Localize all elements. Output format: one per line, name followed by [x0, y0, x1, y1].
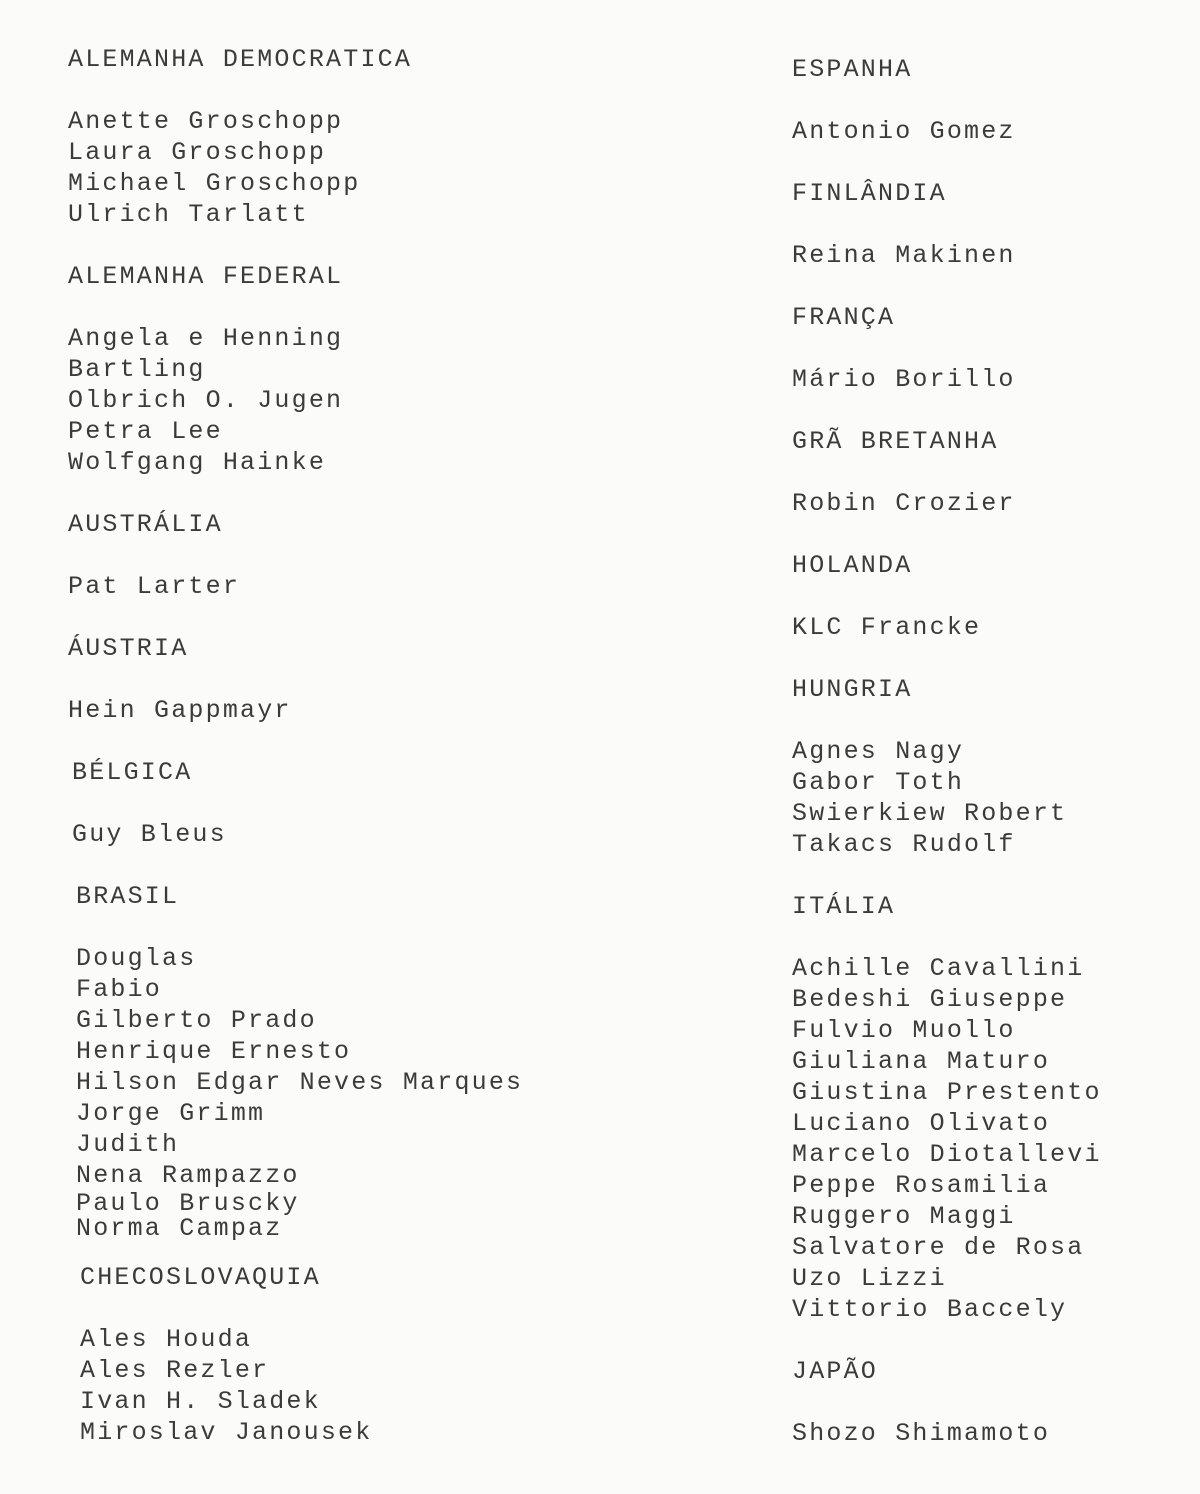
name-list: [792, 488, 1162, 519]
country-section: [68, 633, 628, 726]
participant-name: Salvatore de Rosa: [792, 1233, 1085, 1262]
country-section: [792, 1356, 1162, 1449]
participant-name: Guy Bleus: [72, 820, 227, 849]
participant-name: Giustina Prestento: [792, 1078, 1102, 1107]
name-list: [792, 116, 1162, 147]
participant-name: Fulvio Muollo: [792, 1016, 1016, 1045]
left-column: [68, 0, 628, 1479]
name-list: [68, 106, 628, 230]
participant-name: Antonio Gomez: [792, 117, 1016, 146]
participant-name: Henrique Ernesto: [76, 1037, 352, 1066]
name-list: [72, 819, 628, 850]
country-heading: JAPÃO: [792, 1357, 879, 1386]
country-section: [792, 178, 1162, 271]
participant-name: Hein Gappmayr: [68, 696, 292, 725]
name-list: [68, 695, 628, 726]
name-list: [792, 736, 1162, 860]
name-list: [68, 323, 628, 478]
country-section: [68, 44, 628, 230]
participant-name: Ales Rezler: [80, 1356, 270, 1385]
participant-name: Wolfgang Hainke: [68, 448, 327, 477]
country-heading: CHECOSLOVAQUIA: [80, 1263, 321, 1292]
right-column: [792, 0, 1162, 1480]
country-section: [68, 757, 628, 850]
participant-name: Vittorio Baccely: [792, 1295, 1068, 1324]
participant-name: Marcelo Diotallevi: [792, 1140, 1102, 1169]
participant-name: Miroslav Janousek: [80, 1418, 373, 1447]
country-heading: ITÁLIA: [792, 892, 896, 921]
participant-name: Luciano Olivato: [792, 1109, 1051, 1138]
participant-name: Michael Groschopp: [68, 169, 361, 198]
participant-name: Uzo Lizzi: [792, 1264, 947, 1293]
participant-name: Swierkiew Robert: [792, 799, 1068, 828]
participant-name: Petra Lee: [68, 417, 223, 446]
participant-name: Douglas: [76, 944, 197, 973]
name-list: [68, 571, 628, 602]
name-list: [792, 953, 1162, 1325]
country-heading: AUSTRÁLIA: [68, 510, 223, 539]
participant-name: Bedeshi Giuseppe: [792, 985, 1068, 1014]
country-heading: GRÃ BRETANHA: [792, 427, 999, 456]
participant-name: Ivan H. Sladek: [80, 1387, 321, 1416]
country-section: [792, 426, 1162, 519]
country-heading: BÉLGICA: [72, 758, 193, 787]
country-heading: ALEMANHA FEDERAL: [68, 262, 344, 291]
name-list: [792, 1418, 1162, 1449]
country-heading: FRANÇA: [792, 303, 896, 332]
country-section: [68, 261, 628, 478]
country-section: [792, 54, 1162, 147]
participant-name: Peppe Rosamilia: [792, 1171, 1051, 1200]
participant-name: Olbrich O. Jugen: [68, 386, 344, 415]
country-section: [792, 674, 1162, 860]
participant-name: Angela e Henning: [68, 324, 344, 353]
participant-name: Nena Rampazzo: [76, 1161, 300, 1190]
country-section: [68, 881, 628, 1244]
country-section: [68, 509, 628, 602]
country-section: [792, 302, 1162, 395]
country-heading: FINLÂNDIA: [792, 179, 947, 208]
name-list: [80, 1324, 628, 1448]
name-list: [792, 612, 1162, 643]
country-heading: BRASIL: [76, 882, 180, 911]
participant-name: Pat Larter: [68, 572, 241, 601]
participant-name: Fabio: [76, 975, 163, 1004]
country-heading: HOLANDA: [792, 551, 913, 580]
country-heading: ALEMANHA DEMOCRATICA: [68, 45, 413, 74]
participant-name: Bartling: [68, 355, 206, 384]
country-heading: ESPANHA: [792, 55, 913, 84]
participant-name: Robin Crozier: [792, 489, 1016, 518]
participant-name: Gabor Toth: [792, 768, 965, 797]
country-heading: HUNGRIA: [792, 675, 913, 704]
participant-name: Hilson Edgar Neves Marques: [76, 1068, 524, 1097]
country-section: [792, 550, 1162, 643]
participant-name: KLC Francke: [792, 613, 982, 642]
participant-name: Judith: [76, 1130, 180, 1159]
participant-name: Laura Groschopp: [68, 138, 327, 167]
participant-name: Paulo Bruscky: [76, 1189, 300, 1218]
country-heading: ÁUSTRIA: [68, 634, 189, 663]
name-list: [792, 240, 1162, 271]
country-section: [792, 891, 1162, 1325]
participant-name: Agnes Nagy: [792, 737, 965, 766]
participant-name: Ales Houda: [80, 1325, 253, 1354]
name-list: [792, 364, 1162, 395]
participant-name: Reina Makinen: [792, 241, 1016, 270]
participant-name: Shozo Shimamoto: [792, 1419, 1051, 1448]
participant-name: Takacs Rudolf: [792, 830, 1016, 859]
participant-name: Giuliana Maturo: [792, 1047, 1051, 1076]
participant-name: Anette Groschopp: [68, 107, 344, 136]
participant-name: Gilberto Prado: [76, 1006, 317, 1035]
participant-name: Ruggero Maggi: [792, 1202, 1016, 1231]
participant-name: Norma Campaz: [76, 1214, 283, 1243]
participant-name: Mário Borillo: [792, 365, 1016, 394]
country-section: [68, 1262, 628, 1448]
participant-name: Jorge Grimm: [76, 1099, 266, 1128]
participant-name: Ulrich Tarlatt: [68, 200, 309, 229]
participant-name: Achille Cavallini: [792, 954, 1085, 983]
name-list: [76, 943, 628, 1244]
